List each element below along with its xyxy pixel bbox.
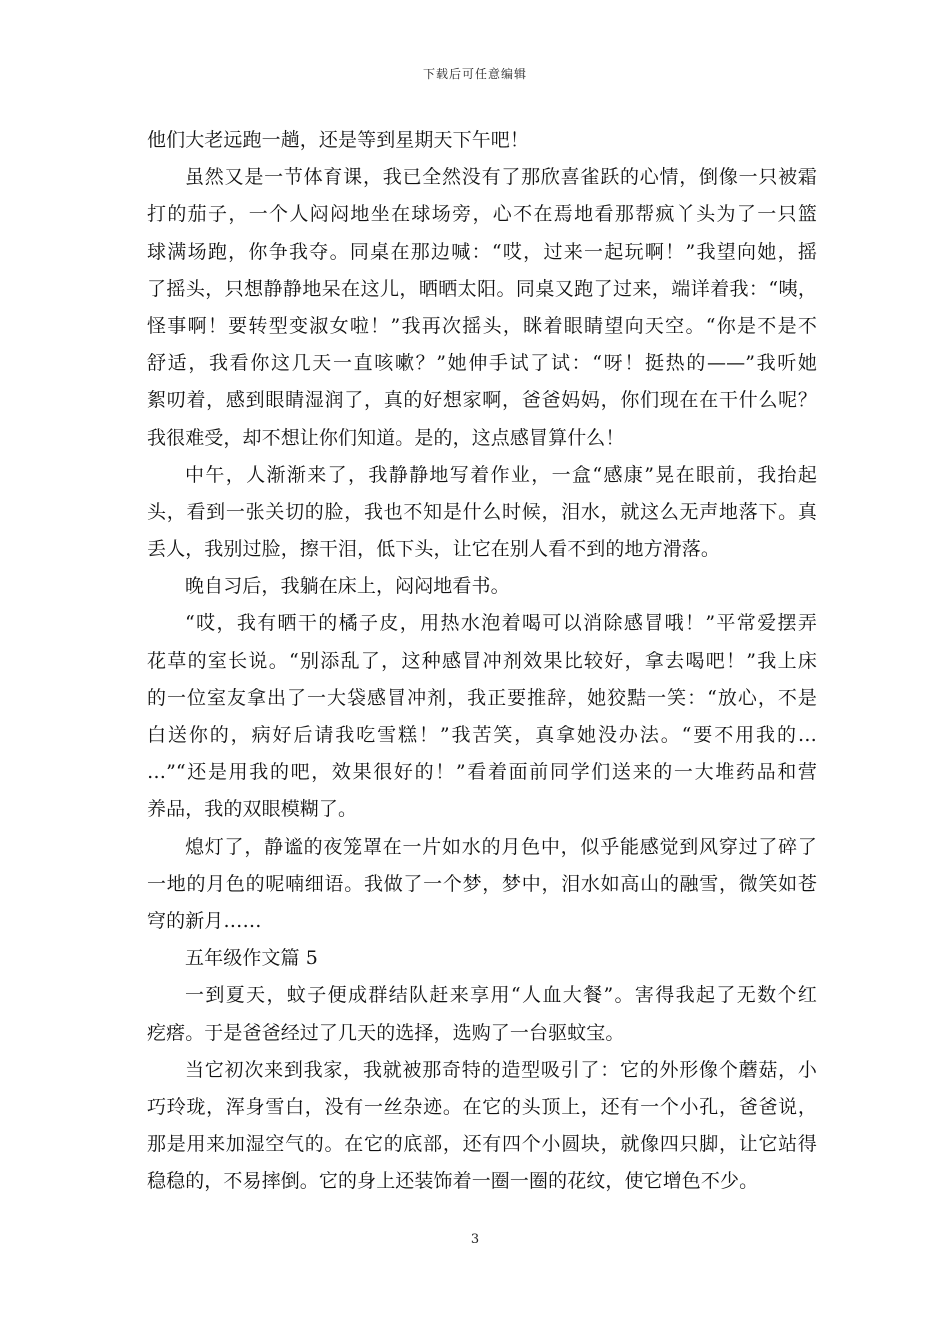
text-line: 头，看到一张关切的脸，我也不知是什么时候，泪水，就这么无声地落下。真 (147, 500, 817, 523)
text-line: 的一位室友拿出了一大袋感冒冲剂，我正要推辞，她狡黠一笑：“放心，不是 (147, 686, 817, 709)
text-line: …”“还是用我的吧，效果很好的！”看着面前同学们送来的一大堆药品和营 (147, 761, 817, 784)
text-line: 穹的新月…… (147, 909, 262, 932)
text-line: 那是用来加湿空气的。在它的底部，还有四个小圆块，就像四只脚，让它站得 (147, 1133, 817, 1156)
text-line: “哎，我有晒干的橘子皮，用热水泡着喝可以消除感冒哦！”平常爱摆弄 (185, 612, 817, 635)
text-line: 打的茄子，一个人闷闷地坐在球场旁，心不在焉地看那帮疯丫头为了一只篮 (147, 203, 817, 226)
text-line: 巧玲珑，浑身雪白，没有一丝杂迹。在它的头顶上，还有一个小孔，爸爸说， (147, 1095, 817, 1118)
text-line: 花草的室长说。“别添乱了，这种感冒冲剂效果比较好，拿去喝吧！”我上床 (147, 649, 817, 672)
text-line: 一地的月色的呢喃细语。我做了一个梦，梦中，泪水如高山的融雪，微笑如苍 (147, 872, 817, 895)
page-header: 下载后可任意编辑 (422, 67, 527, 81)
text-line: 晚自习后，我躺在床上，闷闷地看书。 (185, 575, 510, 598)
text-line: 熄灯了，静谧的夜笼罩在一片如水的月色中，似乎能感觉到风穿过了碎了 (185, 835, 817, 858)
text-line: 当它初次来到我家，我就被那奇特的造型吸引了：它的外形像个蘑菇，小 (185, 1058, 817, 1081)
text-line: 疙瘩。于是爸爸经过了几天的选择，选购了一台驱蚊宝。 (147, 1021, 625, 1044)
text-line: 虽然又是一节体育课，我已全然没有了那欣喜雀跃的心情，倒像一只被霜 (185, 166, 817, 189)
text-line: 他们大老远跑一趟，还是等到星期天下午吧！ (147, 129, 530, 151)
text-line: 絮叨着，感到眼睛湿润了，真的好想家啊，爸爸妈妈，你们现在在干什么呢？ (147, 389, 817, 412)
text-line: 舒适，我看你这几天一直咳嗽？”她伸手试了试：“呀！挺热的——”我听她 (147, 352, 817, 375)
text-line: 我很难受，却不想让你们知道。是的，这点感冒算什么！ (147, 426, 625, 449)
text-line: 怪事啊！要转型变淑女啦！”我再次摇头，眯着眼睛望向天空。“你是不是不 (147, 314, 817, 337)
text-line: 中午，人渐渐来了，我静静地写着作业，一盒“感康”晃在眼前，我抬起 (185, 463, 817, 486)
text-line: 养品，我的双眼模糊了。 (147, 798, 358, 821)
page-number: 3 (470, 1232, 480, 1247)
text-line: 白送你的，病好后请我吃雪糕！”我苦笑，真拿她没办法。“要不用我的… (147, 724, 817, 746)
text-line: 丢人，我别过脸，擦干泪，低下头，让它在别人看不到的地方滑落。 (147, 538, 721, 561)
text-line: 了摇头，只想静静地呆在这儿，晒晒太阳。同桌又跑了过来，端详着我：“咦， (147, 277, 817, 300)
document-body (147, 122, 817, 1200)
text-line: 五年级作文篇 5 (185, 947, 318, 970)
text-line: 球满场跑，你争我夺。同桌在那边喊：“哎，过来一起玩啊！”我望向她，摇 (147, 240, 817, 263)
text-line: 一到夏天，蚊子便成群结队赶来享用“人血大餐”。害得我起了无数个红 (185, 984, 817, 1007)
text-line: 稳稳的，不易摔倒。它的身上还装饰着一圈一圈的花纹，使它增色不少。 (147, 1170, 759, 1193)
